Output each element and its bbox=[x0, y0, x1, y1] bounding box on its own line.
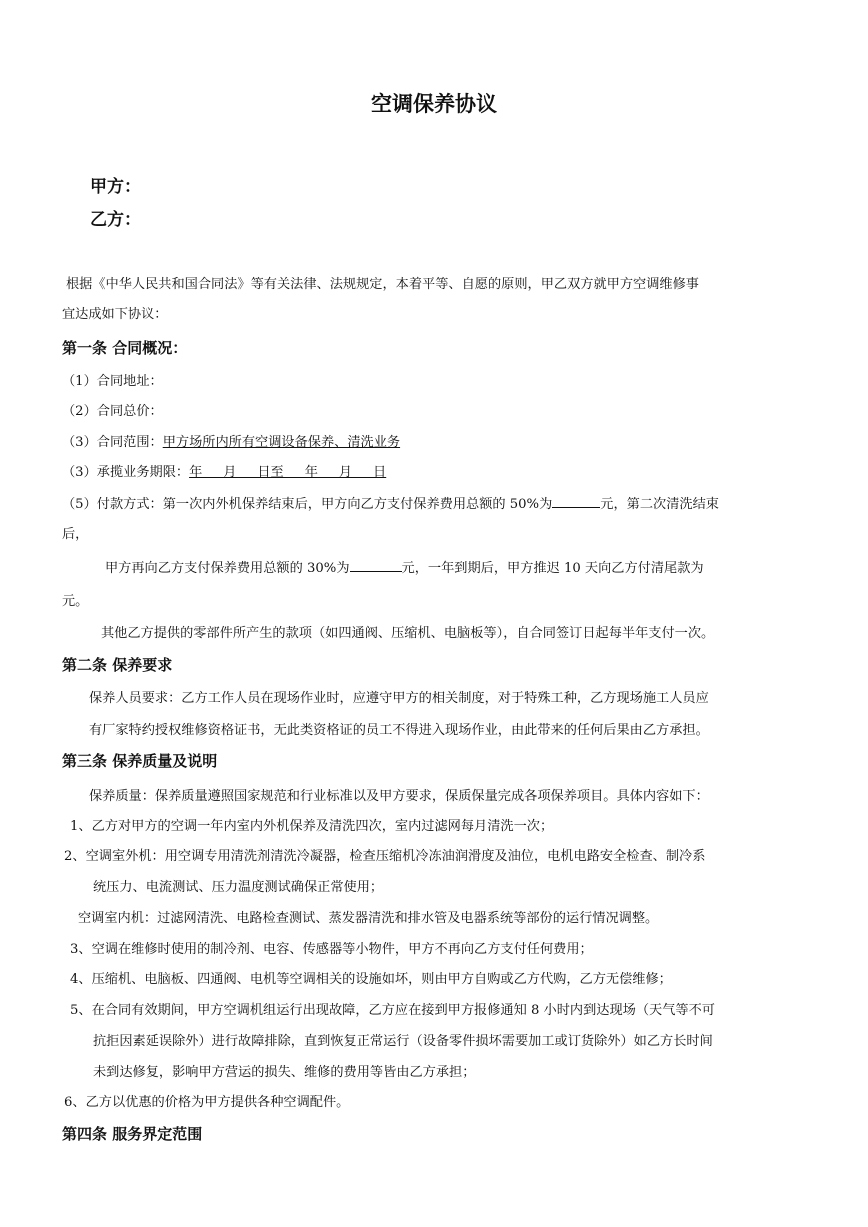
contract-total: （2）合同总价： bbox=[62, 404, 163, 419]
payment-third-text: 甲方再向乙方支付保养费用总额的 30%为 bbox=[105, 561, 350, 576]
contract-scope-value: 甲方场所内所有空调设备保养、清洗业务 bbox=[162, 435, 401, 450]
quality-intro: 保养质量：保养质量遵照国家规范和行业标准以及甲方要求，保质保量完成各项保养项目。具体内容如下： bbox=[89, 789, 709, 804]
intro-line-2: 宜达成如下协议： bbox=[62, 307, 168, 322]
contract-period-label: （3）承揽业务期限： bbox=[62, 465, 190, 480]
quality-item-5-cont-1: 抗拒因素延误除外）进行故障排除，直到恢复正常运行（设备零件损坏需要加工或订货除外）如乙方长时间 bbox=[93, 1034, 713, 1049]
payment-third-blank bbox=[350, 559, 402, 572]
quality-item-1: 1、乙方对甲方的空调一年内室内外机保养及清洗四次，室内过滤网每月清洗一次； bbox=[70, 819, 554, 834]
quality-item-2-indoor: 空调室内机：过滤网清洗、电路检查测试、蒸发器清洗和排水管及电器系统等部份的运行情况调整。 bbox=[78, 911, 659, 926]
document-title: 空调保养协议 bbox=[371, 92, 497, 116]
article-1-heading: 第一条 合同概况： bbox=[62, 339, 188, 357]
party-a-label: 甲方： bbox=[90, 177, 141, 197]
maintenance-staff-line-2: 有厂家特约授权维修资格证书，无此类资格证的员工不得进入现场作业，由此带来的任何后果由乙方承担。 bbox=[89, 723, 709, 738]
payment-first-blank bbox=[552, 495, 600, 508]
contract-address: （1）合同地址： bbox=[62, 374, 163, 389]
maintenance-staff-line-1: 保养人员要求：乙方工作人员在现场作业时，应遵守甲方的相关制度，对于特殊工种，乙方现场施工人员应 bbox=[89, 691, 709, 706]
article-4-heading: 第四条 服务界定范围 bbox=[62, 1125, 203, 1143]
payment-line-2 bbox=[105, 557, 704, 576]
party-b-label: 乙方： bbox=[90, 210, 141, 230]
quality-item-5-cont-2: 未到达修复，影响甲方营运的损失、维修的费用等皆由乙方承担； bbox=[93, 1065, 476, 1080]
payment-line-2-cont: 元。 bbox=[62, 594, 89, 609]
quality-item-2-cont: 统压力、电流测试、压力温度测试确保正常使用； bbox=[93, 880, 384, 895]
payment-line-1 bbox=[62, 493, 719, 512]
contract-scope bbox=[62, 431, 400, 450]
article-3-heading: 第三条 保养质量及说明 bbox=[62, 752, 218, 770]
contract-period-value: 年 月 日至 年 月 日 bbox=[189, 465, 387, 480]
payment-second-text: 元，第二次清洗结束 bbox=[600, 497, 719, 512]
quality-item-5: 5、在合同有效期间，甲方空调机组运行出现故障，乙方应在接到甲方报修通知 8 小时内到达现场（天气等不可 bbox=[70, 1003, 715, 1018]
quality-item-3: 3、空调在维修时使用的制冷剂、电容、传感器等小物件，甲方不再向乙方支付任何费用； bbox=[70, 942, 593, 957]
payment-first-text: （5）付款方式：第一次内外机保养结束后，甲方向乙方支付保养费用总额的 50%为 bbox=[62, 497, 553, 512]
payment-line-1-cont: 后， bbox=[62, 527, 89, 542]
contract-scope-label: （3）合同范围： bbox=[62, 435, 163, 450]
quality-item-6: 6、乙方以优惠的价格为甲方提供各种空调配件。 bbox=[64, 1095, 350, 1110]
payment-final-text: 元，一年到期后，甲方推迟 10 天向乙方付清尾款为 bbox=[401, 561, 704, 576]
article-2-heading: 第二条 保养要求 bbox=[62, 656, 173, 674]
contract-period bbox=[62, 461, 386, 480]
intro-line-1: 根据《中华人民共和国合同法》等有关法律、法规规定，本着平等、自愿的原则，甲乙双方就甲方空调维修事 bbox=[66, 277, 699, 292]
quality-item-4: 4、压缩机、电脑板、四通阀、电机等空调相关的设施如坏，则由甲方自购或乙方代购，乙方无偿维修； bbox=[70, 972, 672, 987]
quality-item-2: 2、空调室外机：用空调专用清洗剂清洗冷凝器，检查压缩机冷冻油润滑度及油位，电机电路安全检查、制冷系 bbox=[64, 849, 706, 864]
other-payments: 其他乙方提供的零部件所产生的款项（如四通阀、压缩机、电脑板等），自合同签订日起每半年支付一次。 bbox=[101, 626, 715, 641]
